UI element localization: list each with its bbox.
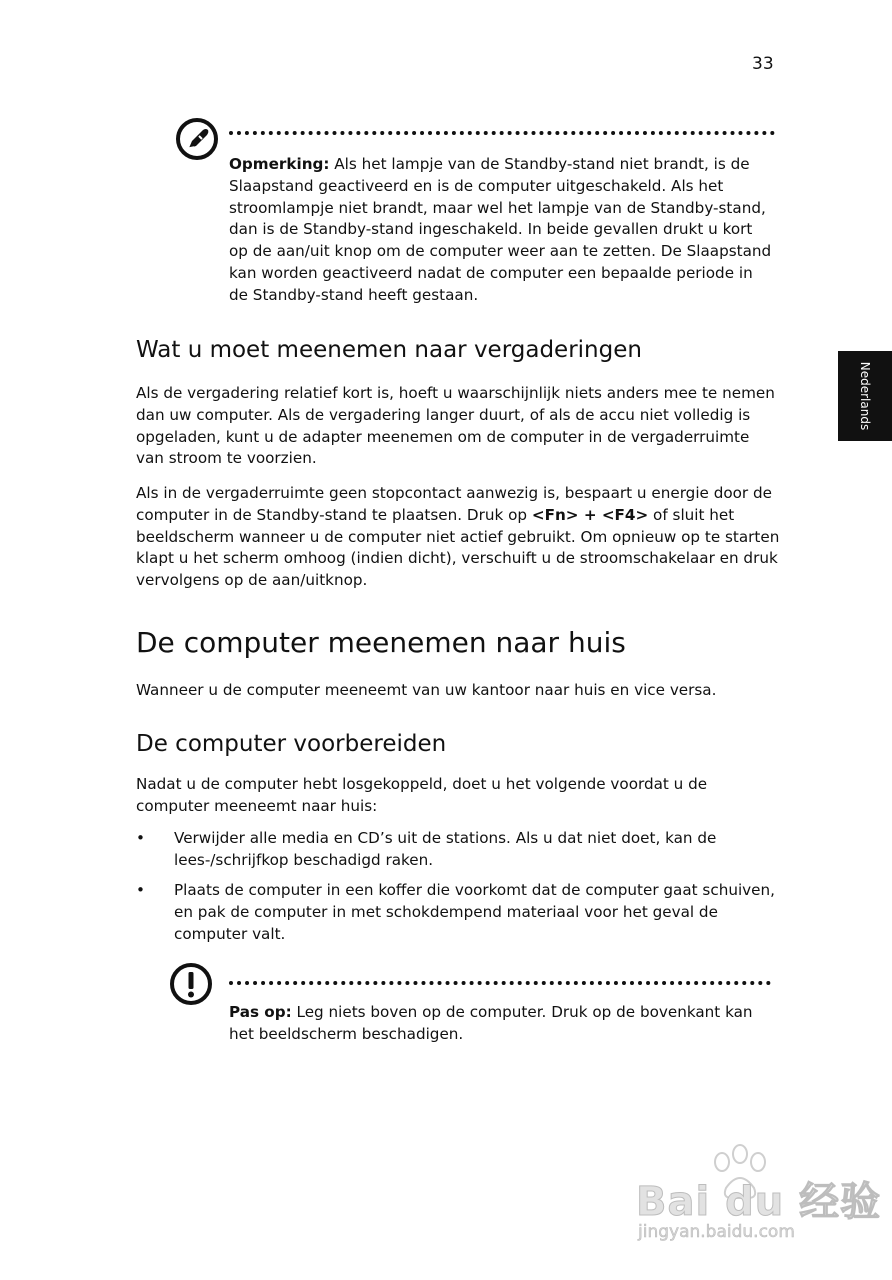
paragraph-meetings-2 (136, 483, 781, 592)
bullet-symbol: • (136, 881, 145, 899)
note-pas-op-text: Leg niets boven op de computer. Druk op de bovenkant kan het beeldscherm beschadigen. (229, 1003, 753, 1043)
key-combination-fn-f4: <Fn> + <F4> (531, 505, 649, 524)
warning-exclamation-icon (169, 962, 213, 1006)
note-opmerking-text: Als het lampje van de Standby-stand niet brandt, is de Slaapstand geactiveerd en is de computer uitgeschakeld. Als het stroomlampje niet brandt, maar wel het lampje van de Standby-stand, dan is de Standby-stand ingeschakeld. In beide gevallen drukt u kort op de aan/uit knop om de computer weer aan te zetten. De Slaapstand kan worden geactiveerd nadat de computer een bepaalde periode in de Standby-stand heeft gestaan. (229, 155, 772, 304)
paragraph-meetings-1: Als de vergadering relatief kort is, hoeft u waarschijnlijk niets anders mee te nemen dan uw computer. Als de vergadering langer duurt, of als de accu niet volledig is opgeladen, kunt u de adapter meenemen om de computer in de vergaderruimte van stroom te voorzien. (136, 384, 775, 468)
paragraph-meetings-2-end: of sluit het beeldscherm wanneer u de computer niet actief gebruikt. Om opnieuw op te starten klapt u het scherm omhoog (indien dicht), verschuift u de stroomschakelaar en druk vervolgens op de aan/uitknop. (136, 505, 780, 590)
paragraph-prepare-intro: Nadat u de computer hebt losgekoppeld, doet u het volgende voordat u de computer meeneemt naar huis: (136, 775, 708, 815)
page-number: 33 (752, 54, 774, 74)
paragraph-home-intro: Wanneer u de computer meeneemt van uw kantoor naar huis en vice versa. (136, 681, 717, 699)
note-pen-icon (175, 117, 219, 161)
list-item (136, 827, 786, 873)
bullet-symbol: • (136, 829, 145, 847)
section-heading-prepare: De computer voorbereiden (136, 731, 447, 757)
list-item-text: Plaats de computer in een koffer die voorkomt dat de computer gaat schuiven, en pak de computer in met schokdempend materiaal voor het geval de computer valt. (174, 881, 775, 943)
language-side-tab-label: Nederlands (858, 361, 872, 431)
list-item-text: Verwijder alle media en CD’s uit de stations. Als u dat niet doet, kan de lees-/schrijfkop beschadigd raken. (174, 829, 717, 869)
paragraph-meetings-2-start: Als in de vergaderruimte geen stopcontact aanwezig is, bespaart u energie door de computer in de Standby-stand te plaatsen. Druk op (136, 484, 772, 524)
language-side-tab (838, 351, 892, 441)
warning-separator (229, 981, 771, 985)
note-separator (229, 131, 775, 135)
watermark-url: jingyan.baidu.com (638, 1222, 795, 1242)
baidu-watermark (630, 1140, 882, 1250)
section-heading-home: De computer meenemen naar huis (136, 626, 626, 659)
note-opmerking (229, 154, 774, 307)
note-opmerking-label: Opmerking: (229, 155, 330, 173)
watermark-logo-text: Bai du 经验 (636, 1179, 882, 1225)
note-pas-op-label: Pas op: (229, 1003, 292, 1021)
section-heading-meetings: Wat u moet meenemen naar vergaderingen (136, 337, 642, 363)
list-item (136, 879, 786, 947)
note-pas-op (229, 1002, 774, 1046)
